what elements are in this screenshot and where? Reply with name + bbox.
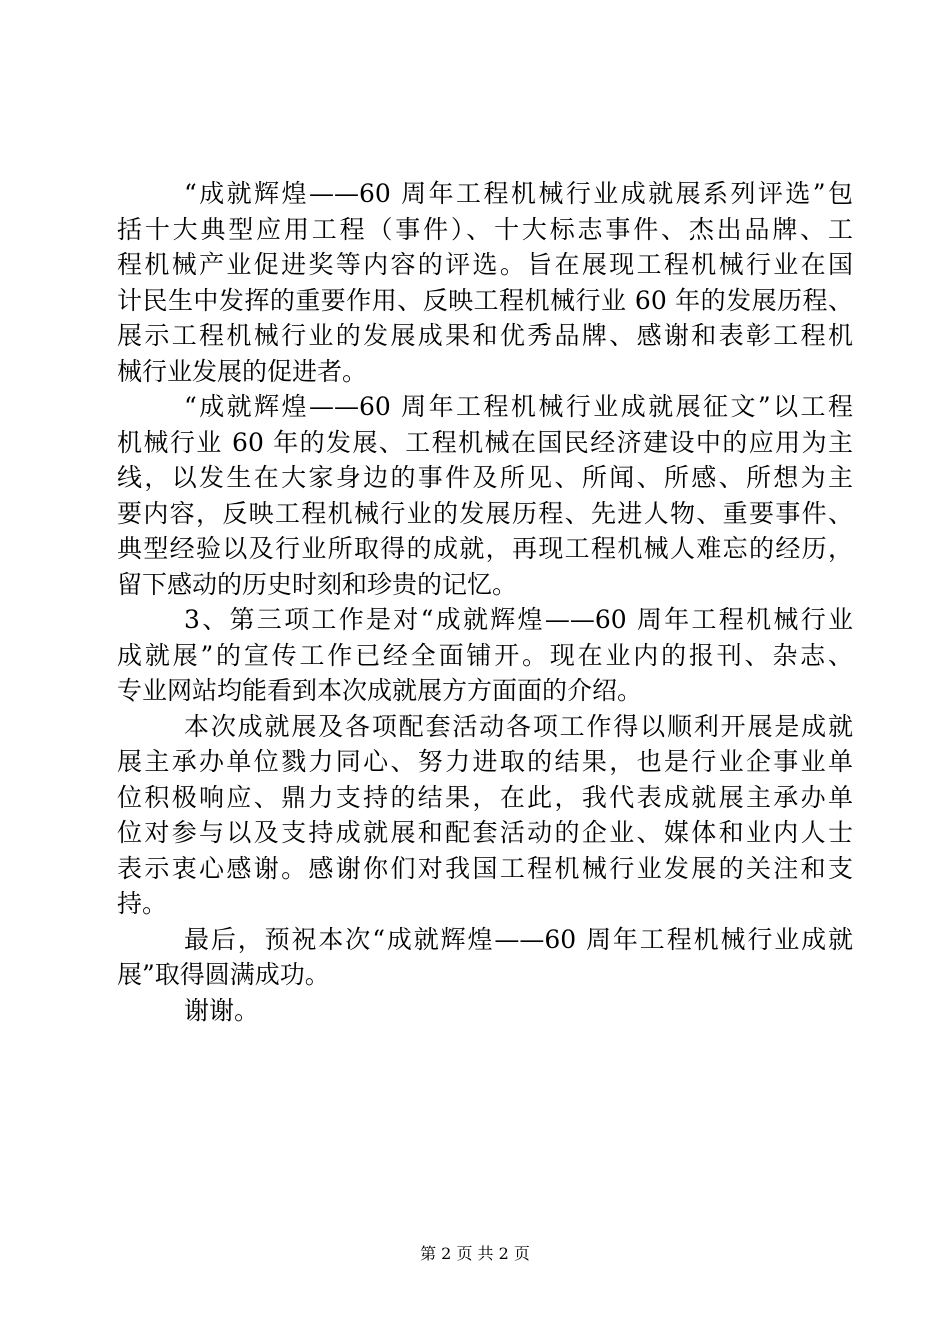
text-line: “成就辉煌——60 周年工程机械行业成就展系列评选”包: [184, 179, 853, 208]
text-line: 机械行业 60 年的发展、工程机械在国民经济建设中的应用为主: [117, 427, 853, 457]
text-line: 要内容，反映工程机械行业的发展历程、先进人物、重要事件、: [117, 498, 853, 528]
text-line: 展主承办单位戮力同心、努力进取的结果，也是行业企事业单: [117, 747, 853, 776]
page-footer: 第 2 页 共 2 页: [420, 1244, 530, 1263]
text-line: 3、第三项工作是对“成就辉煌——60 周年工程机械行业: [184, 605, 853, 634]
text-line: 典型经验以及行业所取得的成就，再现工程机械人难忘的经历，: [117, 534, 853, 563]
document-body: [117, 176, 853, 1028]
text-line: 程机械产业促进奖等内容的评选。旨在展现工程机械行业在国: [117, 250, 853, 279]
text-line: 持。: [117, 889, 168, 918]
text-line: 展示工程机械行业的发展成果和优秀品牌、感谢和表彰工程机: [117, 321, 853, 350]
text-line: 位积极响应、鼎力支持的结果，在此，我代表成就展主承办单: [117, 782, 853, 812]
text-line: 表示衷心感谢。感谢你们对我国工程机械行业发展的关注和支: [117, 853, 853, 883]
text-line: 计民生中发挥的重要作用、反映工程机械行业 60 年的发展历程、: [117, 285, 853, 315]
text-line: 谢谢。: [184, 995, 260, 1025]
text-line: 括十大典型应用工程（事件）、十大标志事件、杰出品牌、工: [117, 214, 853, 244]
text-line: 成就展”的宣传工作已经全面铺开。现在业内的报刊、杂志、: [117, 640, 853, 670]
text-line: “成就辉煌——60 周年工程机械行业成就展征文”以工程: [184, 392, 853, 421]
text-line: 展”取得圆满成功。: [117, 960, 330, 989]
text-line: 线，以发生在大家身边的事件及所见、所闻、所感、所想为主: [117, 463, 853, 492]
text-line: 专业网站均能看到本次成就展方方面面的介绍。: [117, 676, 643, 705]
text-line: 位对参与以及支持成就展和配套活动的企业、媒体和业内人士: [117, 818, 853, 847]
text-line: 本次成就展及各项配套活动各项工作得以顺利开展是成就: [184, 711, 853, 741]
text-line: 最后，预祝本次“成就辉煌——60 周年工程机械行业成就: [184, 924, 853, 954]
text-line: 械行业发展的促进者。: [117, 356, 368, 386]
text-line: 留下感动的历史时刻和珍贵的记忆。: [117, 569, 518, 599]
